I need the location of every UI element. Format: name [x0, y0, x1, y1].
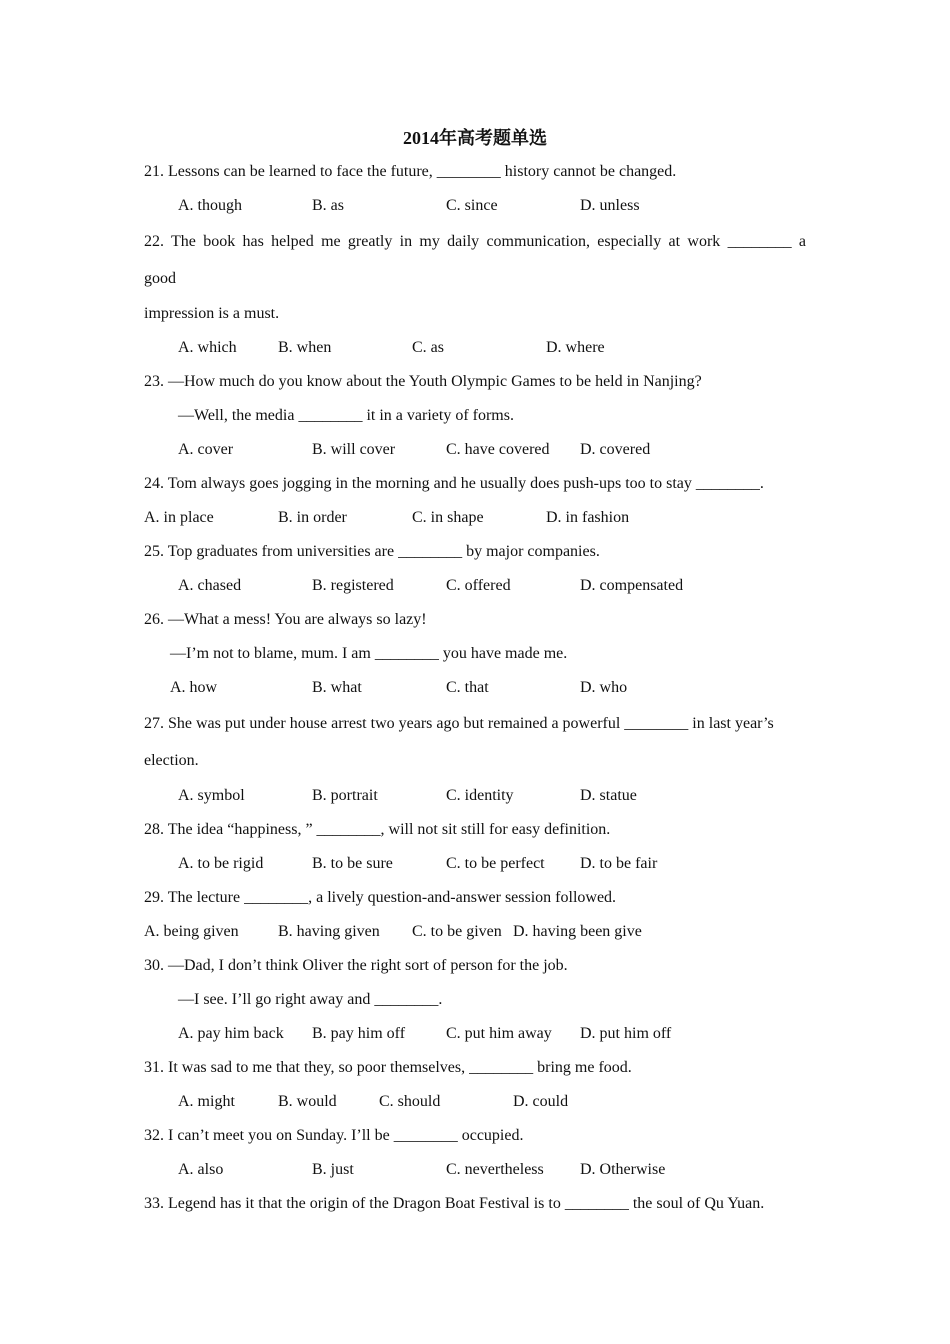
- question-26-reply: —I’m not to blame, mum. I am ________ you have made me.: [170, 645, 568, 662]
- question-22-stem-line2: good: [144, 270, 176, 287]
- question-23-reply: —Well, the media ________ it in a variety of forms.: [178, 407, 514, 424]
- question-32-options: [144, 1153, 806, 1187]
- question-27-stem-line1: 27. She was put under house arrest two years ago but remained a powerful ________ in last year’s: [144, 715, 774, 732]
- option-b: B. when: [278, 339, 332, 356]
- question-31-options: [144, 1085, 806, 1119]
- option-d: D. to be fair: [580, 855, 658, 872]
- option-a: A. which: [178, 339, 237, 356]
- question-28-options: [144, 847, 806, 881]
- option-a: A. might: [178, 1093, 235, 1110]
- option-d: D. who: [580, 679, 628, 696]
- option-b: B. portrait: [312, 787, 378, 804]
- option-a: A. to be rigid: [178, 855, 264, 872]
- option-a: A. though: [178, 197, 242, 214]
- question-29-options: [144, 915, 806, 949]
- option-a: A. also: [178, 1161, 224, 1178]
- question-30-stem: 30. —Dad, I don’t think Oliver the right sort of person for the job.: [144, 957, 568, 974]
- option-c: C. that: [446, 679, 489, 696]
- option-c: C. identity: [446, 787, 514, 804]
- option-b: B. would: [278, 1093, 337, 1110]
- option-b: B. as: [312, 197, 344, 214]
- option-d: D. statue: [580, 787, 637, 804]
- option-d: D. covered: [580, 441, 651, 458]
- option-d: D. put him off: [580, 1025, 672, 1042]
- option-b: B. registered: [312, 577, 394, 594]
- option-a: A. being given: [144, 923, 239, 940]
- question-list: [144, 155, 806, 1221]
- option-c: C. to be given: [412, 923, 502, 940]
- question-25-options: [144, 569, 806, 603]
- option-c: C. should: [379, 1093, 441, 1110]
- option-c: C. put him away: [446, 1025, 552, 1042]
- question-23-stem: 23. —How much do you know about the Youth Olympic Games to be held in Nanjing?: [144, 373, 702, 390]
- option-c: C. nevertheless: [446, 1161, 544, 1178]
- option-b: B. having given: [278, 923, 380, 940]
- question-22-stem-line3: impression is a must.: [144, 305, 280, 322]
- question-21-options: [144, 189, 806, 223]
- option-b: B. will cover: [312, 441, 396, 458]
- question-30-options: [144, 1017, 806, 1051]
- question-26-options: [144, 671, 806, 705]
- option-a: A. in place: [144, 509, 214, 526]
- question-31-stem: 31. It was sad to me that they, so poor themselves, ________ bring me food.: [144, 1059, 632, 1076]
- option-b: B. just: [312, 1161, 354, 1178]
- option-a: A. how: [170, 679, 218, 696]
- option-c: C. in shape: [412, 509, 484, 526]
- option-c: C. have covered: [446, 441, 550, 458]
- option-a: A. pay him back: [178, 1025, 284, 1042]
- option-a: A. symbol: [178, 787, 245, 804]
- question-22-options: [144, 331, 806, 365]
- page-title: 2014年高考题单选: [403, 128, 547, 148]
- option-d: D. unless: [580, 197, 640, 214]
- question-24-options: [144, 501, 806, 535]
- question-29-stem: 29. The lecture ________, a lively question-and-answer session followed.: [144, 889, 617, 906]
- option-b: B. to be sure: [312, 855, 393, 872]
- option-c: C. to be perfect: [446, 855, 545, 872]
- question-24-stem: 24. Tom always goes jogging in the morning and he usually does push-ups too to stay ________.: [144, 475, 764, 492]
- option-d: D. compensated: [580, 577, 684, 594]
- question-22-stem-line1: 22. The book has helped me greatly in my daily communication, especially at work ________ a: [144, 233, 806, 250]
- question-33-stem: 33. Legend has it that the origin of the Dragon Boat Festival is to ________ the soul of Qu Yuan.: [144, 1195, 765, 1212]
- option-d: D. could: [513, 1093, 569, 1110]
- question-25-stem: 25. Top graduates from universities are ________ by major companies.: [144, 543, 600, 560]
- option-d: D. having been give: [513, 923, 642, 940]
- option-d: D. in fashion: [546, 509, 630, 526]
- option-d: D. Otherwise: [580, 1161, 666, 1178]
- question-32-stem: 32. I can’t meet you on Sunday. I’ll be ________ occupied.: [144, 1127, 524, 1144]
- question-28-stem: 28. The idea “happiness, ” ________, will not sit still for easy definition.: [144, 821, 611, 838]
- question-23-options: [144, 433, 806, 467]
- option-b: B. pay him off: [312, 1025, 406, 1042]
- option-d: D. where: [546, 339, 605, 356]
- question-26-stem: 26. —What a mess! You are always so lazy!: [144, 611, 427, 628]
- option-c: C. as: [412, 339, 444, 356]
- option-c: C. since: [446, 197, 498, 214]
- option-a: A. chased: [178, 577, 242, 594]
- question-27-options: [144, 779, 806, 813]
- question-30-reply: —I see. I’ll go right away and ________.: [178, 991, 443, 1008]
- option-c: C. offered: [446, 577, 511, 594]
- option-a: A. cover: [178, 441, 234, 458]
- option-b: B. in order: [278, 509, 347, 526]
- option-b: B. what: [312, 679, 362, 696]
- question-27-stem-line2: election.: [144, 752, 199, 769]
- question-21-stem: 21. Lessons can be learned to face the future, ________ history cannot be changed.: [144, 163, 677, 180]
